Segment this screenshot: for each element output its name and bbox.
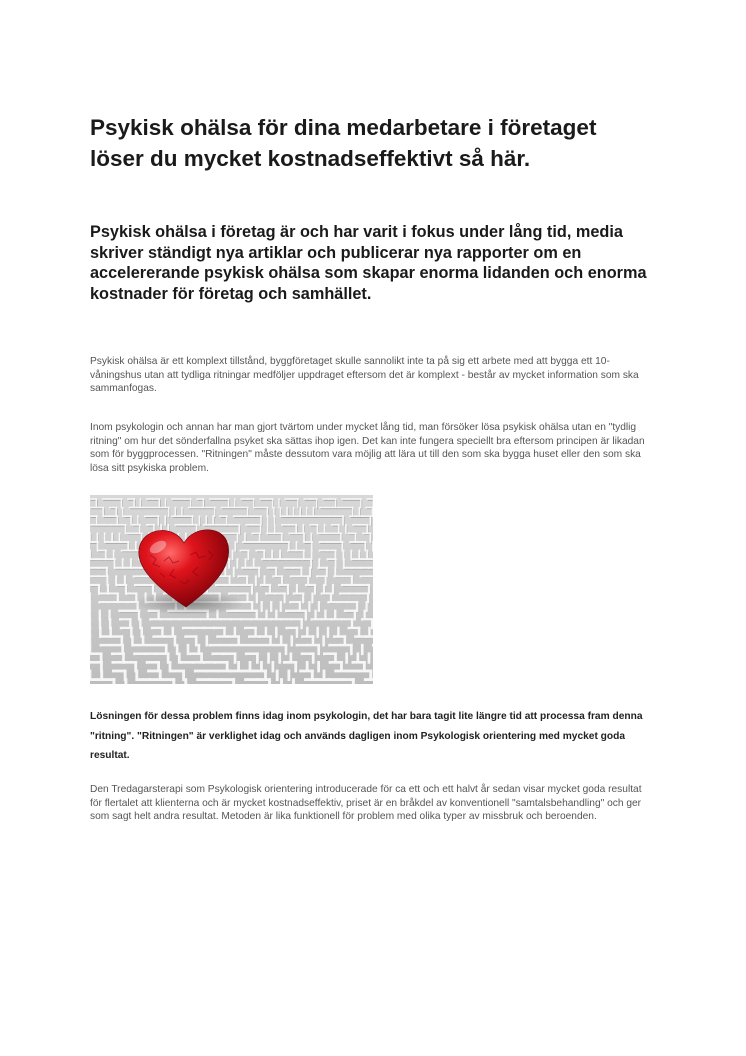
paragraph-complex-condition: Psykisk ohälsa är ett komplext tillstånd, byggföretaget skulle sannolikt inte ta på sig ett arbete med att bygga ett 10-våningshus utan att tydliga ritningar medföljer uppdraget eftersom det är komplext - består av mycket information som ska sammanfogas. (90, 356, 639, 395)
paragraph-solution: Lösningen för dessa problem finns idag inom psykologin, det har bara tagit lite längre tid att processa fram denna "ritning". "Ritningen" är verklighet idag och används dagligen inom Psykologisk orientering med mycket goda resultat. (90, 711, 643, 761)
heart-in-maze-image (90, 495, 373, 684)
article-title: Psykisk ohälsa för dina medarbetare i företaget löser du mycket kostnadseffektivt så här. (90, 115, 597, 171)
paragraph-three-day-therapy: Den Tredagarsterapi som Psykologisk orientering introducerade för ca ett och ett halvt år sedan visar mycket goda resultat för flertalet att klienterna och är mycket kostnadseffektiv, priset är en bråkdel av konventionell "samtalsbehandling" och ger som sagt helt andra resultat. Metoden är lika funktionell för problem med olika typer av missbruk och beroenden. (90, 784, 642, 823)
document-page (90, 0, 656, 1056)
article-lead: Psykisk ohälsa i företag är och har varit i fokus under lång tid, media skriver ständigt nya artiklar och publicerar nya rapporter om en accelererande psykisk ohälsa som skapar enorma lidanden och enorma kostnader för företag och samhället. (90, 223, 647, 303)
paragraph-psychology-blueprint: Inom psykologin och annan har man gjort tvärtom under mycket lång tid, man försöker lösa psykisk ohälsa utan en "tydlig ritning" om hur det sönderfallna psyket ska sättas ihop igen. Det kan inte fungera speciellt bra eftersom principen är likadan som för byggprocessen. "Ritningen" måste dessutom vara möjlig att lära ut till den som ska bygga huset eller den som ska lösa sitt psykiska problem. (90, 422, 645, 474)
